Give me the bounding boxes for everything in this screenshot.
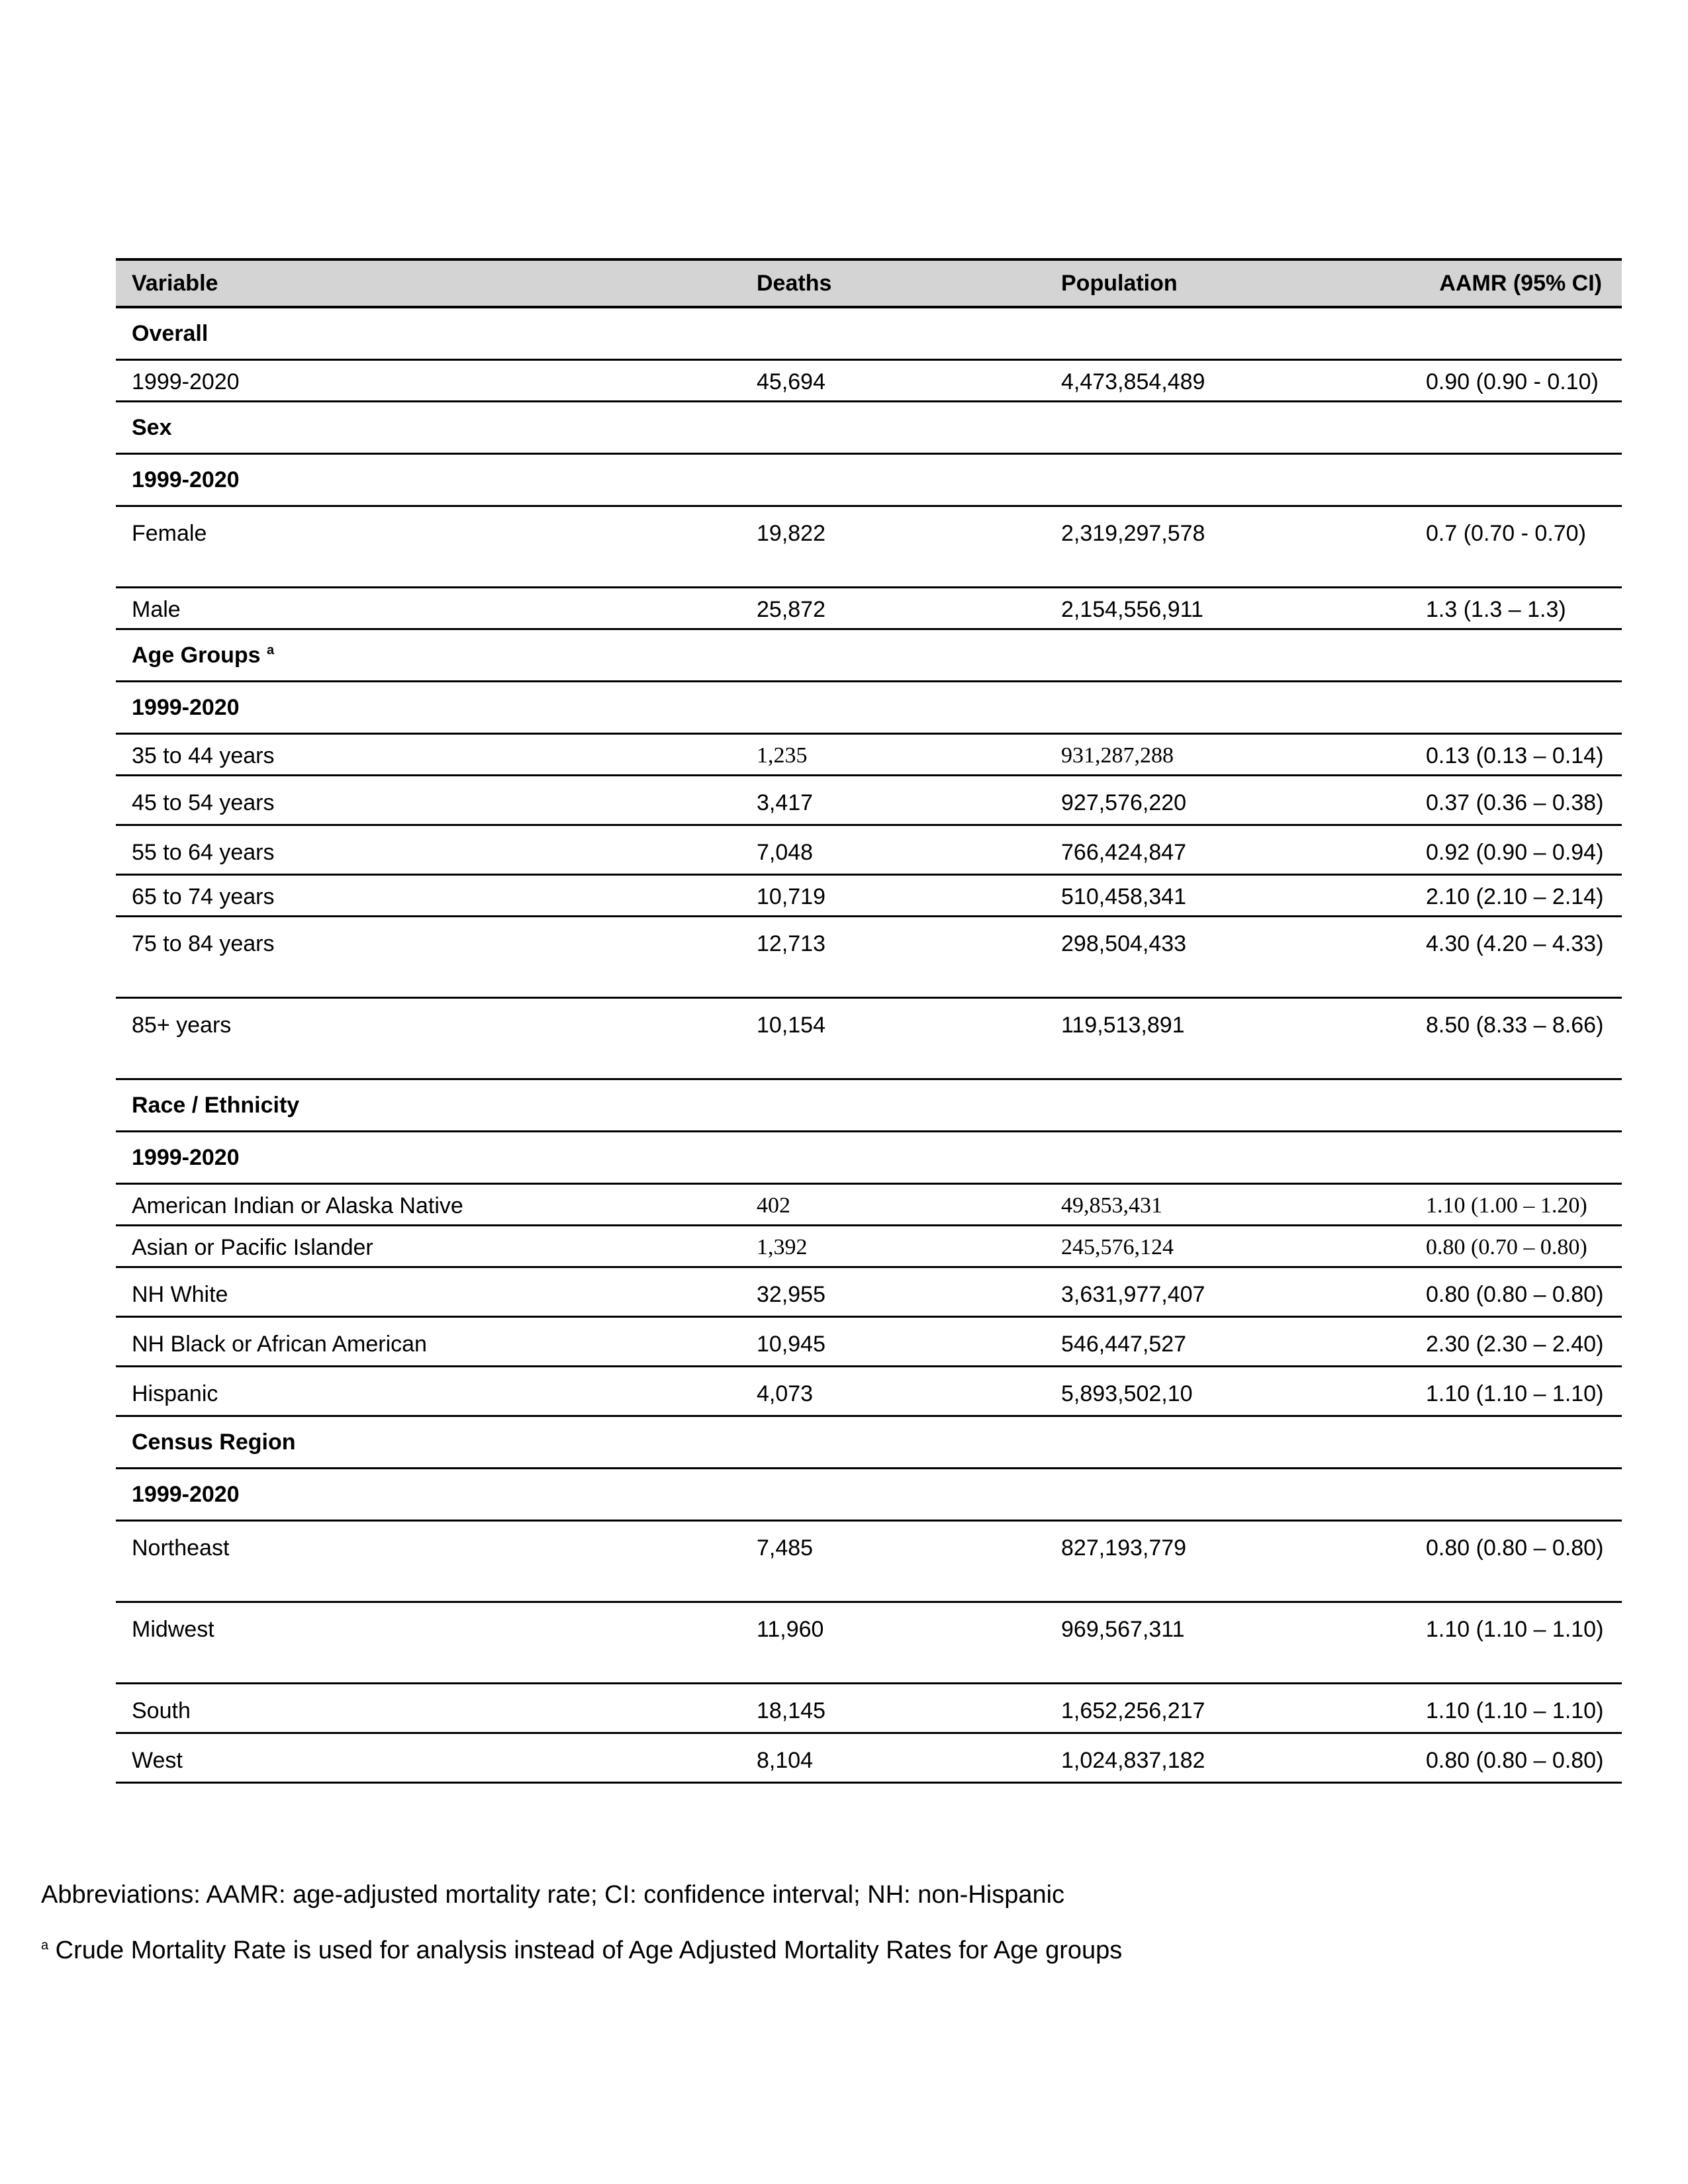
cell-deaths: 402 bbox=[741, 1184, 1045, 1226]
period-row-sex bbox=[116, 454, 1622, 506]
period-label-sex: 1999-2020 bbox=[116, 454, 1622, 506]
table-row bbox=[116, 734, 1622, 776]
cell-variable: Northeast bbox=[116, 1521, 741, 1602]
header-row bbox=[116, 259, 1622, 307]
table-row bbox=[116, 1684, 1622, 1733]
cell-aamr: 1.10 (1.10 – 1.10) bbox=[1419, 1684, 1622, 1733]
cell-variable: NH Black or African American bbox=[116, 1317, 741, 1367]
cell-variable: South bbox=[116, 1684, 741, 1733]
mortality-table-container bbox=[116, 258, 1622, 1784]
table-row bbox=[116, 1602, 1622, 1684]
cell-deaths: 18,145 bbox=[741, 1684, 1045, 1733]
cell-population: 119,513,891 bbox=[1045, 998, 1419, 1079]
footnote-marker: a bbox=[41, 1938, 49, 1953]
crude-rate-note-text: Crude Mortality Rate is used for analysis instead of Age Adjusted Mortality Rates for Age groups bbox=[48, 1936, 1123, 1964]
header-population: Population bbox=[1045, 259, 1419, 307]
cell-population: 5,893,502,10 bbox=[1045, 1367, 1419, 1416]
table-row bbox=[116, 776, 1622, 825]
table-row bbox=[116, 1521, 1622, 1602]
section-row-sex bbox=[116, 402, 1622, 454]
section-row-overall bbox=[116, 307, 1622, 360]
cell-aamr: 1.10 (1.10 – 1.10) bbox=[1419, 1602, 1622, 1684]
cell-deaths: 7,485 bbox=[741, 1521, 1045, 1602]
table-row bbox=[116, 1267, 1622, 1317]
cell-population: 766,424,847 bbox=[1045, 825, 1419, 875]
cell-aamr: 0.37 (0.36 – 0.38) bbox=[1419, 776, 1622, 825]
cell-deaths: 25,872 bbox=[741, 588, 1045, 629]
period-label-race: 1999-2020 bbox=[116, 1132, 1622, 1184]
cell-deaths: 19,822 bbox=[741, 506, 1045, 588]
section-row-region bbox=[116, 1416, 1622, 1469]
cell-variable: Female bbox=[116, 506, 741, 588]
header-aamr: AAMR (95% CI) bbox=[1419, 259, 1622, 307]
section-row-age-groups bbox=[116, 629, 1622, 682]
cell-aamr: 0.90 (0.90 - 0.10) bbox=[1419, 360, 1622, 402]
cell-variable: Asian or Pacific Islander bbox=[116, 1226, 741, 1267]
period-row-race bbox=[116, 1132, 1622, 1184]
table-row bbox=[116, 1733, 1622, 1783]
cell-aamr: 0.92 (0.90 – 0.94) bbox=[1419, 825, 1622, 875]
cell-variable: Hispanic bbox=[116, 1367, 741, 1416]
table-row bbox=[116, 917, 1622, 998]
cell-deaths: 1,392 bbox=[741, 1226, 1045, 1267]
cell-deaths: 10,945 bbox=[741, 1317, 1045, 1367]
cell-variable: 75 to 84 years bbox=[116, 917, 741, 998]
section-label-race: Race / Ethnicity bbox=[116, 1079, 1622, 1132]
cell-population: 510,458,341 bbox=[1045, 875, 1419, 917]
period-label-region: 1999-2020 bbox=[116, 1469, 1622, 1521]
section-row-race bbox=[116, 1079, 1622, 1132]
cell-population: 298,504,433 bbox=[1045, 917, 1419, 998]
cell-variable: 85+ years bbox=[116, 998, 741, 1079]
period-row-region bbox=[116, 1469, 1622, 1521]
cell-aamr: 2.10 (2.10 – 2.14) bbox=[1419, 875, 1622, 917]
abbreviations-note: Abbreviations: AAMR: age-adjusted mortality rate; CI: confidence interval; NH: non-Hispanic bbox=[41, 1881, 1065, 1909]
cell-variable: 1999-2020 bbox=[116, 360, 741, 402]
header-deaths: Deaths bbox=[741, 259, 1045, 307]
cell-aamr: 1.10 (1.10 – 1.10) bbox=[1419, 1367, 1622, 1416]
table-row bbox=[116, 998, 1622, 1079]
table-row bbox=[116, 1184, 1622, 1226]
table-row bbox=[116, 825, 1622, 875]
cell-variable: Male bbox=[116, 588, 741, 629]
cell-deaths: 1,235 bbox=[741, 734, 1045, 776]
cell-variable: Midwest bbox=[116, 1602, 741, 1684]
cell-deaths: 10,719 bbox=[741, 875, 1045, 917]
cell-aamr: 1.10 (1.00 – 1.20) bbox=[1419, 1184, 1622, 1226]
cell-aamr: 8.50 (8.33 – 8.66) bbox=[1419, 998, 1622, 1079]
cell-deaths: 7,048 bbox=[741, 825, 1045, 875]
section-label-sex: Sex bbox=[116, 402, 1622, 454]
header-variable: Variable bbox=[116, 259, 741, 307]
cell-variable: 35 to 44 years bbox=[116, 734, 741, 776]
cell-population: 1,024,837,182 bbox=[1045, 1733, 1419, 1783]
cell-population: 2,319,297,578 bbox=[1045, 506, 1419, 588]
cell-population: 2,154,556,911 bbox=[1045, 588, 1419, 629]
cell-population: 1,652,256,217 bbox=[1045, 1684, 1419, 1733]
cell-aamr: 0.7 (0.70 - 0.70) bbox=[1419, 506, 1622, 588]
cell-deaths: 11,960 bbox=[741, 1602, 1045, 1684]
cell-aamr: 0.13 (0.13 – 0.14) bbox=[1419, 734, 1622, 776]
cell-population: 931,287,288 bbox=[1045, 734, 1419, 776]
cell-variable: West bbox=[116, 1733, 741, 1783]
cell-aamr: 0.80 (0.70 – 0.80) bbox=[1419, 1226, 1622, 1267]
cell-population: 49,853,431 bbox=[1045, 1184, 1419, 1226]
cell-population: 3,631,977,407 bbox=[1045, 1267, 1419, 1317]
cell-population: 546,447,527 bbox=[1045, 1317, 1419, 1367]
table-row bbox=[116, 875, 1622, 917]
section-label-age-groups bbox=[116, 629, 1622, 682]
footnote-marker: a bbox=[267, 643, 275, 658]
cell-deaths: 32,955 bbox=[741, 1267, 1045, 1317]
period-label-age-groups: 1999-2020 bbox=[116, 682, 1622, 734]
period-row-age-groups bbox=[116, 682, 1622, 734]
cell-deaths: 4,073 bbox=[741, 1367, 1045, 1416]
cell-deaths: 12,713 bbox=[741, 917, 1045, 998]
cell-deaths: 8,104 bbox=[741, 1733, 1045, 1783]
cell-aamr: 0.80 (0.80 – 0.80) bbox=[1419, 1521, 1622, 1602]
cell-aamr: 0.80 (0.80 – 0.80) bbox=[1419, 1267, 1622, 1317]
cell-aamr: 1.3 (1.3 – 1.3) bbox=[1419, 588, 1622, 629]
cell-deaths: 10,154 bbox=[741, 998, 1045, 1079]
cell-variable: NH White bbox=[116, 1267, 741, 1317]
cell-population: 4,473,854,489 bbox=[1045, 360, 1419, 402]
cell-population: 927,576,220 bbox=[1045, 776, 1419, 825]
table-row bbox=[116, 1367, 1622, 1416]
crude-rate-note bbox=[41, 1932, 1630, 1969]
table-row bbox=[116, 1226, 1622, 1267]
table-row bbox=[116, 1317, 1622, 1367]
cell-population: 245,576,124 bbox=[1045, 1226, 1419, 1267]
cell-aamr: 0.80 (0.80 – 0.80) bbox=[1419, 1733, 1622, 1783]
mortality-table bbox=[116, 258, 1622, 1784]
table-row bbox=[116, 506, 1622, 588]
table-row bbox=[116, 588, 1622, 629]
cell-population: 827,193,779 bbox=[1045, 1521, 1419, 1602]
cell-population: 969,567,311 bbox=[1045, 1602, 1419, 1684]
cell-variable: 65 to 74 years bbox=[116, 875, 741, 917]
cell-deaths: 3,417 bbox=[741, 776, 1045, 825]
cell-deaths: 45,694 bbox=[741, 360, 1045, 402]
cell-variable: American Indian or Alaska Native bbox=[116, 1184, 741, 1226]
table-row bbox=[116, 360, 1622, 402]
age-groups-label: Age Groups bbox=[132, 643, 261, 668]
cell-aamr: 2.30 (2.30 – 2.40) bbox=[1419, 1317, 1622, 1367]
footnotes bbox=[41, 1876, 1630, 1987]
cell-aamr: 4.30 (4.20 – 4.33) bbox=[1419, 917, 1622, 998]
section-label-overall: Overall bbox=[116, 307, 1622, 360]
section-label-region: Census Region bbox=[116, 1416, 1622, 1469]
cell-variable: 45 to 54 years bbox=[116, 776, 741, 825]
cell-variable: 55 to 64 years bbox=[116, 825, 741, 875]
